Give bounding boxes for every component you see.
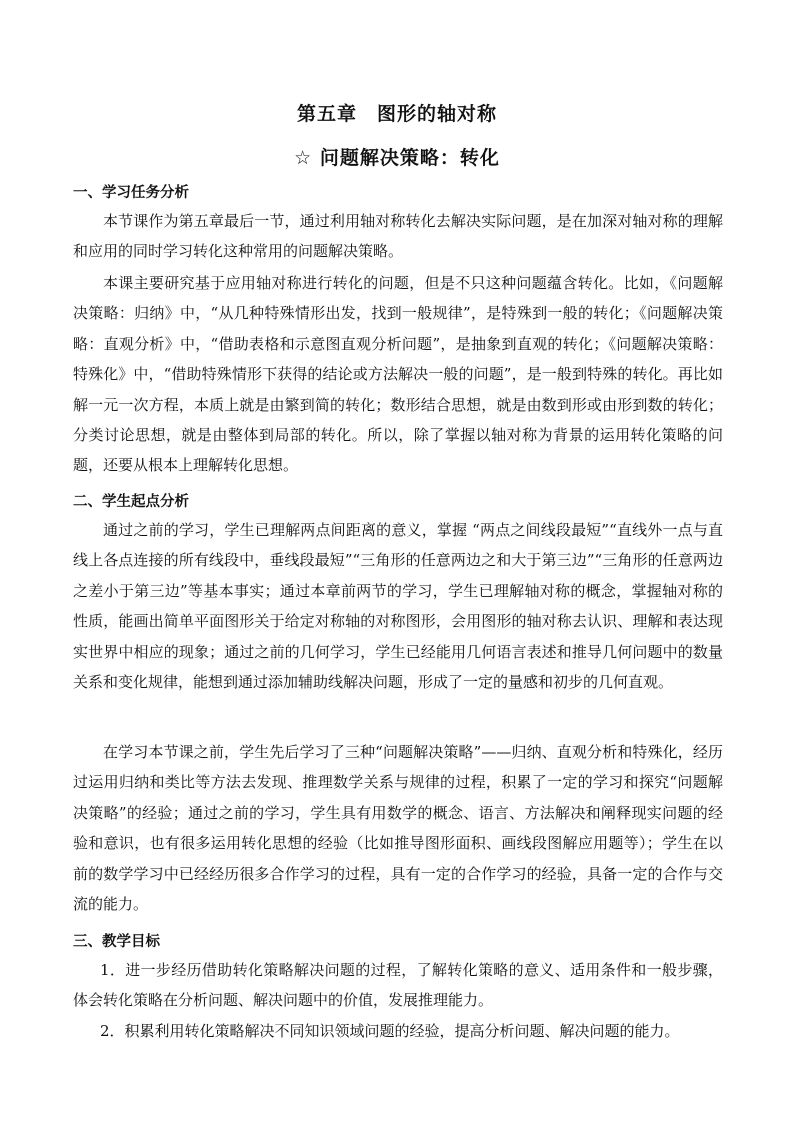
lesson-subtitle: ☆ 问题解决策略：转化 <box>294 147 500 169</box>
section-heading-teaching-goals: 三、教学目标 <box>73 934 160 950</box>
goal-item: 2．积累利用转化策略解决不同知识领域问题的经验，提高分析问题、解决问题的能力。 <box>100 1022 680 1040</box>
chapter-title: 第五章 图形的轴对称 <box>296 103 497 125</box>
paragraph: 本节课作为第五章最后一节，通过利用轴对称转化去解决实际问题，是在加深对轴对称的理解和应用的同时学习转化这种常用的问题解决策略。 <box>73 212 723 261</box>
paragraph: 在学习本节课之前，学生先后学习了三种“问题解决策略”——归纳、直观分析和特殊化，经历过运用归纳和类比等方法去发现、推理数学关系与规律的过程，积累了一定的学习和探究“问题解决策略”的经验；通过之前的学习，学生具有用数学的概念、语言、方法解决和阐释现实问题的经验和意识，也有很多运用转化思想的经验（比如推导图形面积、画线段图解应用题等）；学生在以前的数学学习中已经经历很多合作学习的过程，具有一定的合作学习的经验，具备一定的合作与交流的能力。 <box>73 743 723 914</box>
paragraph: 本课主要研究基于应用轴对称进行转化的问题，但是不只这种问题蕴含转化。比如，《问题解决策略：归纳》中，“从几种特殊情形出发，找到一般规律”，是特殊到一般的转化；《问题解决策略：直观分析》中，“借助表格和示意图直观分析问题”，是抽象到直观的转化；《问题解决策略：特殊化》中，“借助特殊情形下获得的结论或方法解决一般的问题”，是一般到特殊的转化。再比如解一元一次方程，本质上就是由繁到简的转化；数形结合思想，就是由数到形或由形到数的转化；分类讨论思想，就是由整体到局部的转化。所以，除了掌握以轴对称为背景的运用转化策略的问题，还要从根本上理解转化思想。 <box>73 274 723 475</box>
goal-item: 1．进一步经历借助转化策略解决问题的过程，了解转化策略的意义、适用条件和一般步骤，体会转化策略在分析问题、解决问题中的价值，发展推理能力。 <box>73 961 723 1010</box>
section-heading-student-analysis: 二、学生起点分析 <box>73 494 189 510</box>
paragraph: 通过之前的学习，学生已理解两点间距离的意义，掌握 “两点之间线段最短”“直线外一点与直线上各点连接的所有线段中，垂线段最短”“三角形的任意两边之和大于第三边”“三角形的任意两边之差小于第三边”等基本事实；通过本章前两节的学习，学生已理解轴对称的概念，掌握轴对称的性质，能画出简单平面图形关于给定对称轴的对称图形，会用图形的轴对称去认识、理解和表达现实世界中相应的现象；通过之前的几何学习，学生已经能用几何语言表述和推导几何问题中的数量关系和变化规律，能想到通过添加辅助线解决问题，形成了一定的量感和初步的几何直观。 <box>73 521 723 692</box>
section-heading-task-analysis: 一、学习任务分析 <box>73 185 189 201</box>
